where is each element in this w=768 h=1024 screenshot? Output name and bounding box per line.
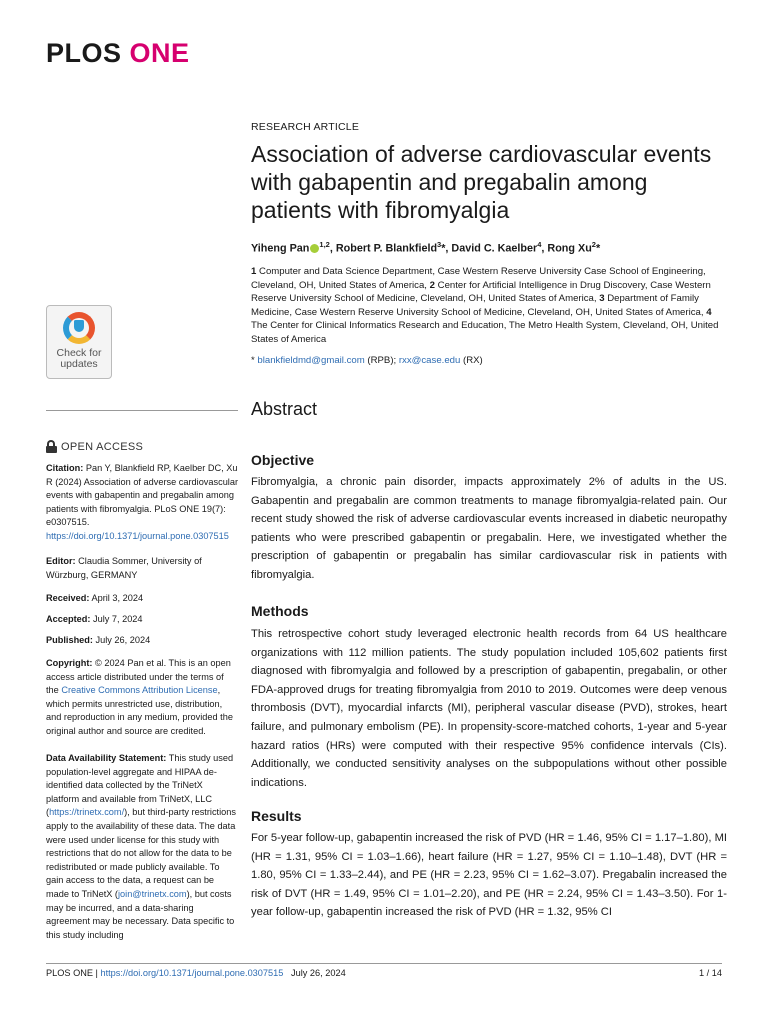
data-availability-block [46, 752, 238, 942]
data-availability-text-3: ), but costs may be incurred, and a data-sharing agreement may be necessary. Data specific to this study including [46, 888, 235, 940]
corresponding-mark: * [595, 242, 601, 255]
trinetx-link[interactable]: https://trinetx.com/ [49, 807, 125, 818]
article-type: RESEARCH ARTICLE [251, 121, 360, 133]
journal-logo[interactable] [46, 38, 190, 69]
email-owner: (RX) [460, 355, 483, 366]
corresponding-star: * [251, 355, 255, 366]
methods-heading: Methods [251, 603, 309, 619]
open-access-text: OPEN ACCESS [61, 440, 144, 453]
editor-label: Editor: [46, 556, 76, 566]
author-affil-sup: 2 [591, 240, 596, 249]
logo-one: ONE [129, 38, 190, 68]
received-date: April 3, 2024 [91, 593, 144, 603]
results-heading: Results [251, 808, 302, 824]
citation-doi-link[interactable]: https://doi.org/10.1371/journal.pone.0307515 [46, 530, 229, 541]
footer-doi-link[interactable]: https://doi.org/10.1371/journal.pone.0307515 [100, 968, 284, 978]
results-text: For 5-year follow-up, gabapentin increased the risk of PVD (HR = 1.46, 95% CI = 1.17–1.80), MI (HR = 1.31, 95% CI = 1.03–1.66), heart failure (HR = 1.27, 95% CI = 1.10–1.48), DVT (HR = 1.80, 95% CI = 1.33–2.44), and PE (HR = 2.23, 95% CI = 1.62–3.07). Pregabalin increased the risk of DVT (HR = 1.49, 95% CI = 1.01–2.20), and PE (HR = 2.24, 95% CI = 1.43–3.50). For 1-year follow-up, gabapentin increased the risk of PVD (HR = 1.32, 95% CI [251, 832, 727, 919]
copyright-text: © 2024 Pan et al. This is an open access article distributed under the terms of the [46, 658, 231, 696]
data-availability-label: Data Availability Statement: [46, 753, 167, 763]
affil-number: 4 [706, 306, 712, 318]
page-number: 1 / 14 [699, 968, 722, 978]
footer-date: July 26, 2024 [291, 968, 346, 978]
license-link[interactable]: Creative Commons Attribution License [61, 685, 218, 696]
data-availability-text-2: ), but third-party restrictions apply to the availability of these data. The data were used under license for this study with restrictions that do not allow for the data to be redistributed or made publicly available. To gain access to the data, a request can be made to TriNetX ( [46, 807, 236, 899]
author-list [251, 240, 727, 255]
objective-heading: Objective [251, 452, 315, 468]
crossmark-icon [63, 312, 95, 344]
open-access-label [46, 440, 143, 453]
sidebar-divider [46, 410, 238, 411]
author-name[interactable]: , Robert P. Blankfield [329, 242, 438, 255]
affil-text: The Center for Clinical Informatics Research and Education, The Metro Health System, Cleveland, OH, United States of America [251, 320, 719, 345]
affil-number: 2 [429, 279, 435, 291]
footer-journal: PLOS ONE | [46, 968, 101, 978]
email-link-rx[interactable]: rxx@case.edu [398, 355, 461, 366]
published-date: July 26, 2024 [95, 635, 151, 645]
email-owner: (RPB); [364, 355, 399, 366]
data-availability-text: This study used population-level aggregate and HIPAA de-identified data collected by the TriNetX platform and available from TriNetX, LLC ( [46, 753, 234, 818]
copyright-block [46, 657, 238, 739]
accepted-label: Accepted: [46, 614, 91, 624]
author-name[interactable]: , David C. Kaelber [445, 242, 538, 255]
author-affil-sup: 1,2 [319, 240, 330, 249]
corresponding-emails [251, 355, 727, 366]
corresponding-mark: * [441, 242, 446, 255]
footer-divider [46, 963, 722, 964]
abstract-heading: Abstract [251, 399, 318, 419]
affil-text: Department of Family Medicine, Case Western Reserve University School of Medicine, Cleveland, OH, United States of America, [251, 293, 707, 318]
check-for-updates-badge[interactable] [46, 305, 112, 379]
trinetx-email-link[interactable]: join@trinetx.com [118, 888, 187, 899]
citation-text: Pan Y, Blankfield RP, Kaelber DC, Xu R (2024) Association of adverse cardiovascular events with gabapentin and pregabalin among patients with fibromyalgia. PLoS ONE 19(7): e0307515. [46, 463, 239, 528]
citation-block [46, 462, 238, 544]
author-affil-sup: 3 [437, 240, 442, 249]
accepted-block [46, 613, 238, 627]
objective-text: Fibromyalgia, a chronic pain disorder, impacts approximately 2% of adults in the US. Gabapentin and pregabalin are common treatments to manage fibromyalgia-related pain. Our recent study showed the risk of adverse cardiovascular events increased in diabetic neuropathy patients who were prescribed gabapentin or pregabalin. Here, we investigated whether the prescription of gabapentin or pregabalin has similar cardiovascular risk in patients with fibromyalgia. [251, 476, 727, 581]
affil-text: Center for Artificial Intelligence in Drug Discovery, Case Western Reserve University School of Medicine, Cleveland, OH, United States of America, [251, 279, 711, 305]
received-block [46, 592, 238, 606]
badge-line2: updates [60, 358, 98, 370]
published-block [46, 634, 238, 648]
footer-citation [46, 968, 346, 978]
affiliations [251, 265, 727, 347]
received-label: Received: [46, 593, 90, 603]
logo-plos: PLOS [46, 38, 122, 68]
open-lock-icon [46, 440, 57, 453]
author-affil-sup: 4 [537, 240, 542, 249]
editor-block [46, 555, 238, 582]
badge-label [57, 348, 102, 370]
email-link-rpb[interactable]: blankfieldmd@gmail.com [257, 355, 365, 366]
accepted-date: July 7, 2024 [92, 614, 143, 624]
affil-text: Computer and Data Science Department, Case Western Reserve University Case School of Engineering, Cleveland, OH, United States of America, [251, 266, 706, 291]
published-label: Published: [46, 635, 93, 645]
author-name[interactable]: , Rong Xu [541, 242, 592, 255]
editor-text: Claudia Sommer, University of Würzburg, GERMANY [46, 556, 202, 580]
author-name[interactable]: Yiheng Pan [251, 242, 310, 255]
affil-number: 3 [599, 293, 605, 305]
copyright-label: Copyright: [46, 658, 93, 668]
badge-line1: Check for [56, 347, 102, 359]
affil-number: 1 [251, 266, 257, 277]
methods-text: This retrospective cohort study leveraged electronic health records from 64 US healthcare organizations with 112 million patients. The study population included 105,602 patients first diagnosed with fibromyalgia and followed by a prescription of gabapentin, pregabalin, or other FDA-approved drugs for treating fibromyalgia from 2010 to 2019. Outcomes were deep venous thrombosis (DVT), myocardial infarcts (MI), peripheral vascular disease (PVD), strokes, heart failure, and pulmonary embolism (PE). In propensity-score-matched cohorts, 1-year and 5-year hazard ratios (HRs) were computed with their respective 95% confidence intervals (CIs). Additionally, we conducted sensitivity analyses on the subpopulations without other possible indications. [251, 628, 727, 789]
page-footer [46, 968, 722, 978]
copyright-text-2: , which permits unrestricted use, distribution, and reproduction in any medium, provided the original author and source are credited. [46, 685, 233, 736]
citation-label: Citation: [46, 463, 84, 473]
article-title: Association of adverse cardiovascular events with gabapentin and pregabalin among patients with fibromyalgia [251, 141, 712, 223]
